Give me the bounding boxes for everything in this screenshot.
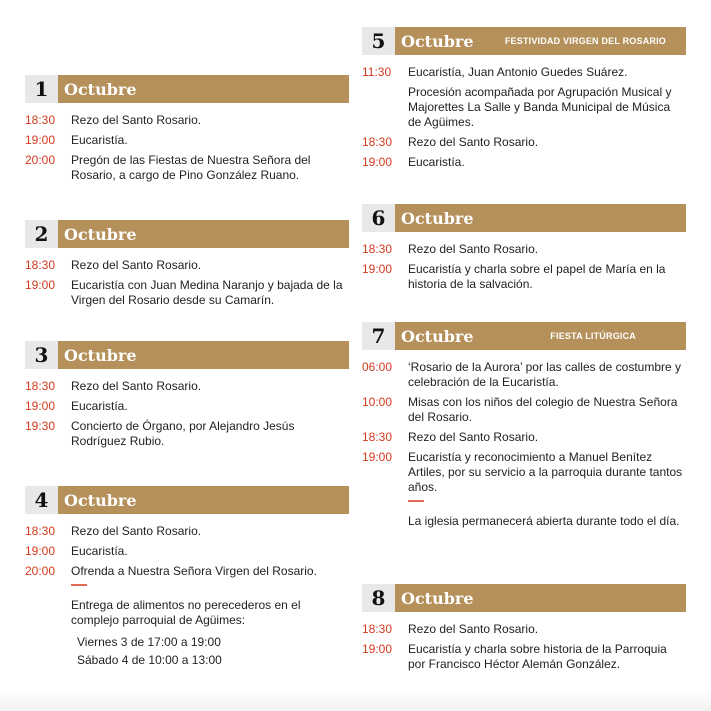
month-label: Octubre xyxy=(64,490,137,510)
event-text: Eucaristía con Juan Medina Naranjo y bajada de la Virgen del Rosario desde su Camarín. xyxy=(71,278,343,307)
day-number: 5 xyxy=(362,27,395,55)
event-list xyxy=(362,360,686,529)
event-text: Rezo del Santo Rosario. xyxy=(408,430,539,444)
event-item xyxy=(362,65,686,80)
hours-line: Sábado 4 de 10:00 a 13:00 xyxy=(77,653,222,667)
event-time: 19:30 xyxy=(25,419,56,433)
day-number: 2 xyxy=(25,220,58,248)
event-list xyxy=(25,113,349,183)
event-time: 20:00 xyxy=(25,564,56,578)
event-time: 11:30 xyxy=(362,65,392,79)
event-text: Rezo del Santo Rosario. xyxy=(71,258,202,272)
event-time: 19:00 xyxy=(25,399,56,413)
festivity-note: FESTIVIDAD VIRGEN DEL ROSARIO xyxy=(504,36,666,46)
separator-dash xyxy=(71,584,87,586)
event-list xyxy=(362,65,686,170)
event-text: Eucaristía. xyxy=(408,155,465,169)
event-list xyxy=(25,258,349,308)
hours-line: Viernes 3 de 17:00 a 19:00 xyxy=(77,635,221,649)
event-text: Misas con los niños del colegio de Nuestra Señora del Rosario. xyxy=(408,395,678,424)
day-bar xyxy=(58,220,349,248)
day-number: 8 xyxy=(362,584,395,612)
event-time: 18:30 xyxy=(362,135,393,149)
event-item xyxy=(362,642,686,672)
event-text: Eucaristía, Juan Antonio Guedes Suárez. xyxy=(408,65,628,79)
event-item xyxy=(25,564,349,579)
day-header xyxy=(362,322,686,350)
event-item xyxy=(25,278,349,308)
event-text: Rezo del Santo Rosario. xyxy=(408,135,539,149)
event-text: Eucaristía. xyxy=(71,399,128,413)
day-bar xyxy=(58,486,349,514)
event-time: 19:00 xyxy=(362,450,393,464)
day-bar xyxy=(395,322,686,350)
event-time: 18:30 xyxy=(362,622,393,636)
day-header xyxy=(25,341,349,369)
day-header xyxy=(25,75,349,103)
event-text: Rezo del Santo Rosario. xyxy=(71,524,202,538)
separator-dash xyxy=(408,500,424,502)
event-time: 18:30 xyxy=(25,113,56,127)
note-text: La iglesia permanecerá abierta durante todo el día. xyxy=(408,514,680,528)
day-header xyxy=(362,584,686,612)
event-time: 19:00 xyxy=(362,642,393,656)
event-text: Concierto de Órgano, por Alejandro Jesús Rodríguez Rubio. xyxy=(71,419,295,448)
day-8 xyxy=(362,584,686,677)
event-item xyxy=(362,155,686,170)
footer-band xyxy=(0,689,711,711)
day-bar xyxy=(58,341,349,369)
event-text: Ofrenda a Nuestra Señora Virgen del Rosario. xyxy=(71,564,317,578)
event-time: 19:00 xyxy=(25,133,56,147)
event-item xyxy=(362,395,686,425)
event-item xyxy=(362,135,686,150)
event-item xyxy=(25,379,349,394)
event-item xyxy=(362,622,686,637)
event-list xyxy=(362,242,686,292)
event-time: 06:00 xyxy=(362,360,393,374)
day-number: 3 xyxy=(25,341,58,369)
month-label: Octubre xyxy=(64,224,137,244)
month-label: Octubre xyxy=(64,79,137,99)
note-text: Procesión acompañada por Agrupación Musical y Majorettes La Salle y Banda Municipal de Música de Agüimes. xyxy=(408,85,672,129)
day-6 xyxy=(362,204,686,297)
day-7 xyxy=(362,322,686,534)
event-text: ‘Rosario de la Aurora’ por las calles de costumbre y celebración de la Eucaristía. xyxy=(408,360,682,389)
note-text: Entrega de alimentos no perecederos en el complejo parroquial de Agüimes: xyxy=(71,598,301,627)
day-header xyxy=(25,220,349,248)
event-text: Rezo del Santo Rosario. xyxy=(408,242,539,256)
event-list xyxy=(25,379,349,449)
event-time: 18:30 xyxy=(362,430,393,444)
day-header xyxy=(362,27,686,55)
day-1 xyxy=(25,75,349,188)
event-item xyxy=(25,133,349,148)
event-item xyxy=(25,113,349,128)
event-text: Eucaristía. xyxy=(71,544,128,558)
day-bar xyxy=(395,204,686,232)
day-number: 6 xyxy=(362,204,395,232)
day-bar xyxy=(58,75,349,103)
event-item xyxy=(25,524,349,539)
event-item xyxy=(25,544,349,559)
day-header xyxy=(25,486,349,514)
event-time: 18:30 xyxy=(362,242,393,256)
event-time: 19:00 xyxy=(362,155,393,169)
month-label: Octubre xyxy=(401,208,474,228)
event-text: Eucaristía y reconocimiento a Manuel Benítez Artiles, por su servicio a la parroquia durante tantos años. xyxy=(408,450,683,494)
event-item xyxy=(25,258,349,273)
month-label: Octubre xyxy=(64,345,137,365)
event-item xyxy=(25,399,349,414)
schedule-hours xyxy=(77,633,349,669)
month-label: Octubre xyxy=(401,326,474,346)
event-time: 10:00 xyxy=(362,395,393,409)
event-time: 19:00 xyxy=(362,262,393,276)
day-2 xyxy=(25,220,349,313)
day-4 xyxy=(25,486,349,669)
event-item xyxy=(25,153,349,183)
event-item xyxy=(362,430,686,445)
event-item xyxy=(362,450,686,495)
month-label: Octubre xyxy=(401,31,474,51)
event-time: 18:30 xyxy=(25,258,56,272)
event-text: Eucaristía y charla sobre historia de la Parroquia por Francisco Héctor Alemán González. xyxy=(408,642,667,671)
event-time: 20:00 xyxy=(25,153,56,167)
event-time: 19:00 xyxy=(25,544,56,558)
event-item xyxy=(362,262,686,292)
event-item xyxy=(362,360,686,390)
event-text: Rezo del Santo Rosario. xyxy=(71,113,202,127)
event-list xyxy=(362,622,686,672)
day-number: 1 xyxy=(25,75,58,103)
event-text: Eucaristía y charla sobre el papel de María en la historia de la salvación. xyxy=(408,262,666,291)
event-time: 19:00 xyxy=(25,278,56,292)
event-time: 18:30 xyxy=(25,379,56,393)
day-number: 4 xyxy=(25,486,58,514)
event-text: Rezo del Santo Rosario. xyxy=(408,622,539,636)
event-text: Eucaristía. xyxy=(71,133,128,147)
event-list xyxy=(25,524,349,669)
event-item xyxy=(25,419,349,449)
day-number: 7 xyxy=(362,322,395,350)
event-text: Rezo del Santo Rosario. xyxy=(71,379,202,393)
day-3 xyxy=(25,341,349,454)
month-label: Octubre xyxy=(401,588,474,608)
event-text: Pregón de las Fiestas de Nuestra Señora del Rosario, a cargo de Pino González Ruano. xyxy=(71,153,311,182)
day-header xyxy=(362,204,686,232)
event-time: 18:30 xyxy=(25,524,56,538)
day-bar xyxy=(395,584,686,612)
day-bar xyxy=(395,27,686,55)
event-item xyxy=(362,242,686,257)
day-5 xyxy=(362,27,686,175)
festivity-note: FIESTA LITÚRGICA xyxy=(550,331,636,341)
